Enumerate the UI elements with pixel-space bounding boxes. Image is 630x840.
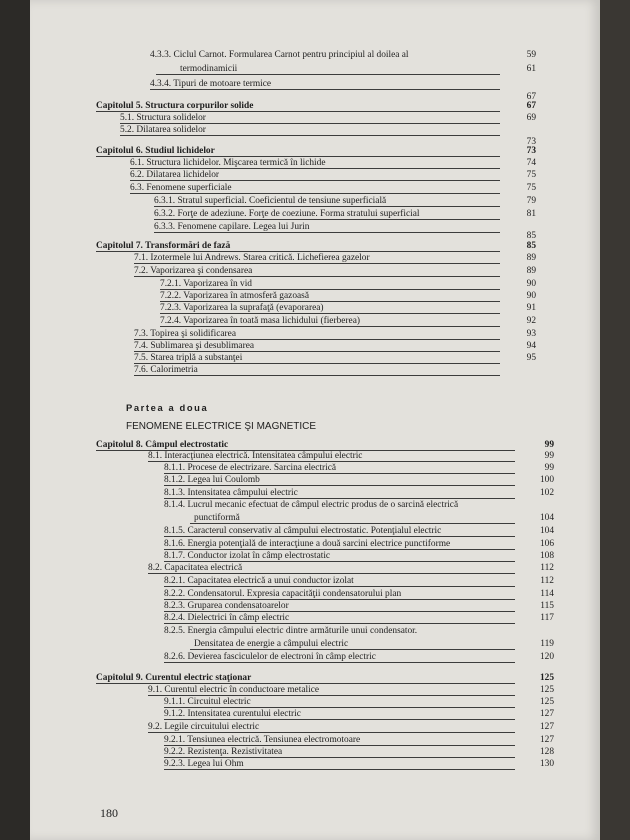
leader-line [164,611,515,612]
leader-line [130,193,500,194]
toc-entry-page: 95 [526,353,536,363]
leader-line [148,461,515,462]
toc-entry-title: 9.2.2. Rezistenţa. Rezistivitatea [164,747,283,757]
leader-line [164,485,515,486]
leader-line [120,123,500,124]
leader-line [96,111,500,112]
toc-entry-title: 7.3. Topirea şi solidificarea [134,329,237,339]
toc-entry-title: 6.3.2. Forţe de adeziune. Forţe de coeziune. Forma stratului superficial [154,209,420,219]
toc-entry-title: 7.6. Calorimetria [134,365,198,375]
toc-entry-title: 5.2. Dilatarea solidelor [120,125,206,135]
toc-entry-page: 92 [526,316,536,326]
toc-entry-title: 9.2. Legile circuitului electric [148,722,260,732]
toc-entry-title: 5.1. Structura solidelor [120,113,206,123]
leader-line [164,549,515,550]
leader-line [154,232,500,233]
toc-entry-title: 8.1.6. Energia potenţială de interacţiune a două sarcini electrice punctiforme [164,539,451,549]
leader-line [134,351,500,352]
leader-line [164,599,515,600]
leader-line [160,313,500,314]
toc-entry-page: 99 [544,440,554,450]
leader-line [164,623,515,624]
leader-line [190,649,515,650]
leader-line [164,662,515,663]
toc-entry-page: 125 [539,673,554,683]
toc-entry-title: 8.2. Capacitatea electrică [148,563,243,573]
toc-entry-title: Densitatea de energie a câmpului electric [194,639,349,649]
leader-line [164,473,515,474]
toc-entry-title: Capitolul 5. Structura corpurilor solide [96,101,254,111]
toc-entry-title: 8.1.3. Intensitatea câmpului electric [164,488,298,498]
leader-line [148,695,515,696]
toc-entry-page: 67 [526,92,536,102]
toc-entry-page: 94 [526,341,536,351]
leader-line [120,135,500,136]
toc-entry-title: 6.3. Fenomene superficiale [130,183,232,193]
toc-entry-title: 8.1.7. Conductor izolat în câmp electrostatic [164,551,331,561]
leader-line [148,573,515,574]
toc-entry-page: 85 [526,241,536,251]
toc-entry-page: 128 [539,747,554,757]
toc-entry-page: 59 [526,50,536,60]
toc-entry-page: 125 [539,685,554,695]
toc-entry-title: Capitolul 8. Câmpul electrostatic [96,440,229,450]
toc-entry-title: Capitolul 6. Studiul lichidelor [96,146,215,156]
toc-entry-title: 8.2.2. Condensatorul. Expresia capacităţii condensatorului plan [164,589,402,599]
toc-entry-page: 100 [539,475,554,485]
leader-line [154,206,500,207]
toc-entry-title: 6.3.1. Stratul superficial. Coeficientul de tensiune superficială [154,196,387,206]
leader-line [164,561,515,562]
toc-entry-page: 115 [540,601,554,611]
leader-line [134,276,500,277]
toc-entry-page: 61 [526,64,536,74]
leader-line [164,757,515,758]
toc-entry-title: 8.1.1. Procese de electrizare. Sarcina electrică [164,463,337,473]
toc-entry-page: 119 [540,639,554,649]
toc-entry-title: 9.1.2. Intensitatea curentului electric [164,709,301,719]
toc-entry-title: 7.2. Vaporizarea şi condensarea [134,266,253,276]
toc-entry-title: 8.2.1. Capacitatea electrică a unui conductor izolat [164,576,354,586]
leader-line [96,683,515,684]
toc-entry-page: 73 [526,146,536,156]
leader-line [150,89,500,90]
toc-entry-page: 104 [539,513,554,523]
leader-line [160,301,500,302]
toc-entry-page: 114 [540,589,554,599]
toc-entry-page: 106 [539,539,554,549]
toc-entry-title: 7.5. Starea triplă a substanţei [134,353,243,363]
toc-entry-page: 85 [526,231,536,241]
toc-entry-title: 7.2.1. Vaporizarea în vid [160,279,252,289]
toc-entry-page: 125 [539,697,554,707]
part-heading: Partea a doua [126,402,209,413]
toc-entry-title: 6.2. Dilatarea lichidelor [130,170,220,180]
toc-entry-page: 112 [540,576,554,586]
toc-entry-page: 108 [539,551,554,561]
toc-entry-title: 9.1. Curentul electric în conductoare metalice [148,685,320,695]
leader-line [156,74,500,75]
toc-entry-title: 8.2.4. Dielectrici în câmp electric [164,613,290,623]
leader-line [130,168,500,169]
toc-entry-title: 4.3.3. Ciclul Carnot. Formularea Carnot pentru principiul al doilea al [150,50,409,60]
toc-entry-title: 8.1.5. Caracterul conservativ al câmpului electrostatic. Potenţialul electric [164,526,442,536]
leader-line [134,263,500,264]
toc-entry-title: 8.2.3. Gruparea condensatoarelor [164,601,289,611]
toc-entry-page: 75 [526,183,536,193]
toc-entry-page: 117 [540,613,554,623]
toc-entry-page: 99 [544,451,554,461]
leader-line [134,375,500,376]
toc-entry-page: 112 [540,563,554,573]
toc-entry-title: 8.1. Interacţiunea electrică. Intensitatea câmpului electric [148,451,363,461]
leader-line [134,339,500,340]
toc-entry-page: 69 [526,113,536,123]
toc-entry-page: 102 [539,488,554,498]
toc-entry-page: 79 [526,196,536,206]
toc-entry-title: 4.3.4. Tipuri de motoare termice [150,79,272,89]
leader-line [130,180,500,181]
leader-line [96,251,500,252]
toc-entry-title: Capitolul 7. Transformări de fază [96,241,231,251]
toc-entry-title: 7.2.2. Vaporizarea în atmosferă gazoasă [160,291,309,301]
leader-line [160,326,500,327]
toc-entry-title: 7.4. Sublimarea şi desublimarea [134,341,255,351]
toc-entry-page: 120 [539,652,554,662]
toc-entry-page: 127 [539,735,554,745]
toc-entry-page: 91 [526,303,536,313]
toc-entry-title: 8.2.6. Devierea fasciculelor de electroni în câmp electric [164,652,376,662]
toc-entry-page: 99 [544,463,554,473]
toc-entry-page: 127 [539,722,554,732]
leader-line [160,289,500,290]
toc-entry-page: 74 [526,158,536,168]
toc-entry-page: 89 [526,253,536,263]
leader-line [164,498,515,499]
toc-entry-title: 7.1. Izotermele lui Andrews. Starea critică. Lichefierea gazelor [134,253,370,263]
toc-entry-page: 93 [526,329,536,339]
leader-line [154,219,500,220]
toc-entry-title: 8.2.5. Energia câmpului electric dintre armăturile unui condensator. [164,626,418,636]
leader-line [164,536,515,537]
toc-entry-title: 9.2.1. Tensiunea electrică. Tensiunea electromotoare [164,735,361,745]
toc-entry-page: 104 [539,526,554,536]
toc-entry-title: 7.2.3. Vaporizarea la suprafaţă (evaporarea) [160,303,324,313]
toc-entry-page: 130 [539,759,554,769]
toc-entry-page: 73 [526,137,536,147]
leader-line [164,745,515,746]
toc-entry-page: 75 [526,170,536,180]
leader-line [96,156,500,157]
toc-entry-title: 8.1.2. Legea lui Coulomb [164,475,260,485]
toc-entry-title: 6.1. Structura lichidelor. Mişcarea termică în lichide [130,158,326,168]
toc-entry-page: 89 [526,266,536,276]
book-page [30,0,600,840]
toc-entry-title: 6.3.3. Fenomene capilare. Legea lui Jurin [154,222,310,232]
page-edge [600,0,630,840]
leader-line [164,586,515,587]
leader-line [148,732,515,733]
leader-line [164,769,515,770]
toc-entry-title: 8.1.4. Lucrul mecanic efectuat de câmpul electric produs de o sarcină electrică [164,500,459,510]
toc-entry-page: 67 [526,101,536,111]
toc-entry-title: 9.2.3. Legea lui Ohm [164,759,244,769]
leader-line [134,363,500,364]
toc-entry-title: Capitolul 9. Curentul electric staţionar [96,673,252,683]
toc-entry-page: 81 [526,209,536,219]
toc-entry-title: 7.2.4. Vaporizarea în toată masa lichidului (fierberea) [160,316,360,326]
toc-entry-title: termodinamicii [180,64,238,74]
toc-entry-title: punctiformă [194,513,240,523]
toc-entry-page: 90 [526,291,536,301]
leader-line [190,523,515,524]
toc-entry-page: 90 [526,279,536,289]
toc-entry-page: 127 [539,709,554,719]
leader-line [164,719,515,720]
section-heading: FENOMENE ELECTRICE ŞI MAGNETICE [126,421,317,432]
page-number: 180 [100,806,118,820]
leader-line [164,707,515,708]
toc-entry-title: 9.1.1. Circuitul electric [164,697,251,707]
